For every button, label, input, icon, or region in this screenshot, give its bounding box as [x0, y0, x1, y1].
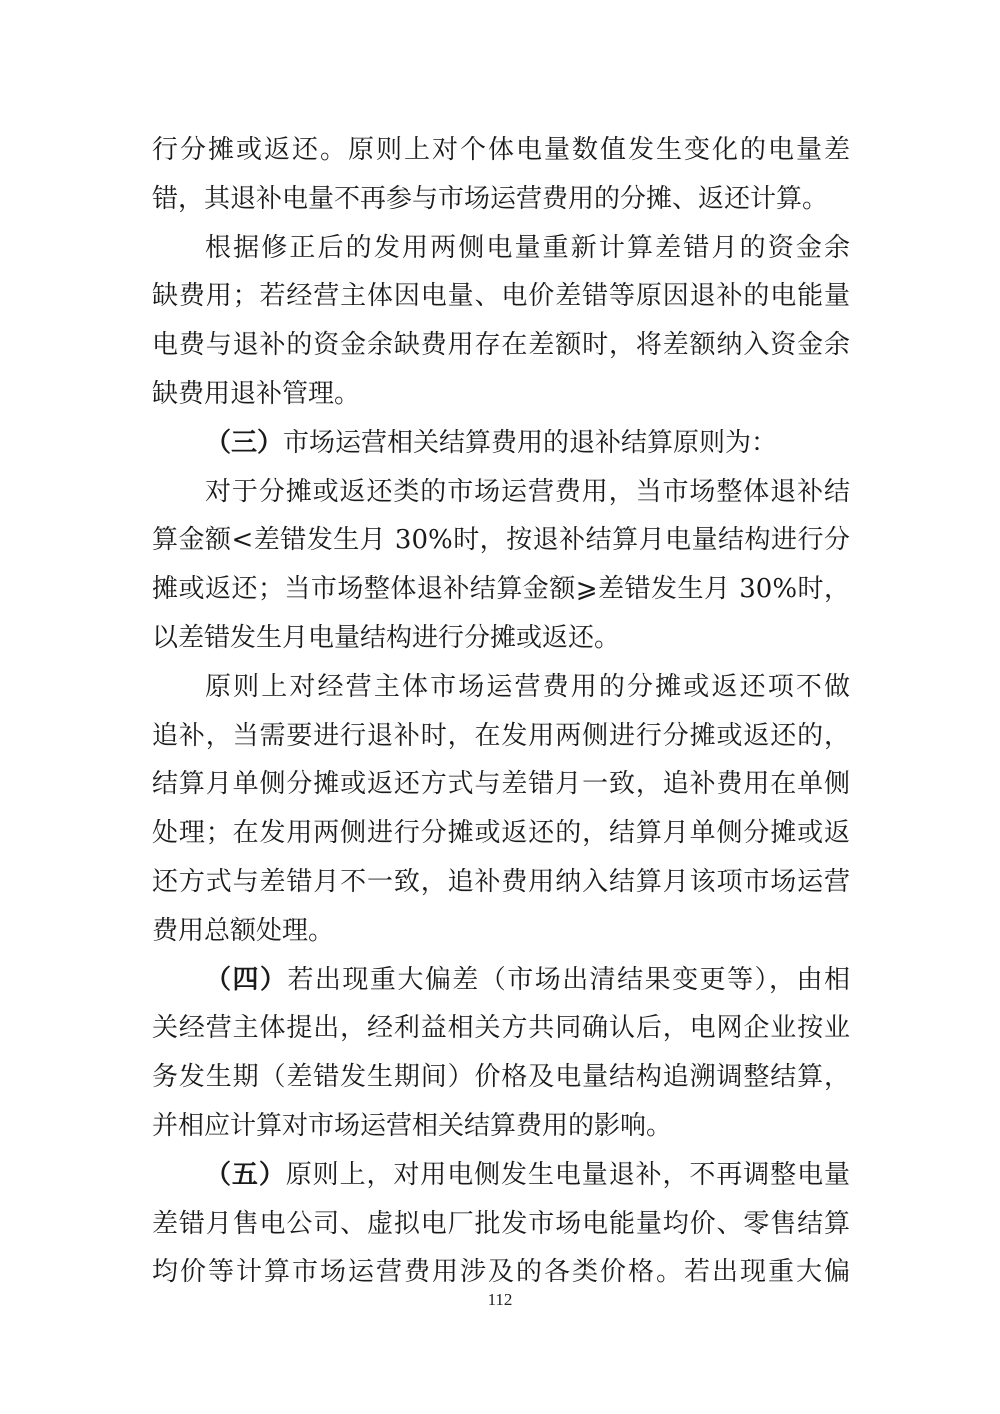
- section-label: （三）: [205, 427, 284, 458]
- text-line: [152, 858, 850, 907]
- section-paragraph: [152, 419, 850, 468]
- line-text: 结算月单侧分摊或返还方式与差错月一致，追补费用在单侧: [152, 769, 850, 800]
- line-text: 算金额<差错发生月 30%时，按退补结算月电量结构进行分: [152, 525, 850, 556]
- text-line: [152, 809, 850, 858]
- text-line: [152, 907, 850, 956]
- line-text: 错，其退补电量不再参与市场运营费用的分摊、返还计算。: [152, 183, 829, 214]
- text-line: [152, 1151, 850, 1200]
- line-text: 费用总额处理。: [152, 915, 335, 946]
- line-text: 关经营主体提出，经利益相关方共同确认后，电网企业按业: [152, 1013, 850, 1044]
- paragraph: [152, 126, 850, 224]
- line-text: 根据修正后的发用两侧电量重新计算差错月的资金余: [205, 232, 850, 263]
- section-label: （四）: [205, 964, 288, 995]
- section-paragraph: [152, 1151, 850, 1297]
- text-line: [152, 565, 850, 614]
- page-number: 112: [487, 1290, 513, 1309]
- text-line: [152, 468, 850, 517]
- text-line: [152, 419, 850, 468]
- paragraph: [152, 663, 850, 956]
- line-text: 追补，当需要进行退补时，在发用两侧进行分摊或返还的，: [152, 720, 850, 751]
- text-line: [152, 1004, 850, 1053]
- text-line: [152, 321, 850, 370]
- text-line: [152, 712, 850, 761]
- line-text: 摊或返还；当市场整体退补结算金额⩾差错发生月 30%时，: [152, 574, 850, 605]
- text-line: [152, 760, 850, 809]
- paragraph: [152, 224, 850, 419]
- line-text: 还方式与差错月不一致，追补费用纳入结算月该项市场运营: [152, 866, 850, 897]
- line-text: 务发生期（差错发生期间）价格及电量结构追溯调整结算，: [152, 1062, 850, 1093]
- document-body: [152, 126, 850, 1297]
- text-line: [152, 370, 850, 419]
- line-text: 均价等计算市场运营费用涉及的各类价格。若出现重大偏: [152, 1257, 850, 1288]
- text-line: [152, 272, 850, 321]
- line-text: 对于分摊或返还类的市场运营费用，当市场整体退补结: [205, 476, 850, 507]
- text-line: [152, 663, 850, 712]
- text-line: [152, 1200, 850, 1249]
- text-line: [152, 224, 850, 273]
- line-text: 原则上，对用电侧发生电量退补，不再调整电量: [285, 1159, 850, 1190]
- text-line: [152, 956, 850, 1005]
- text-line: [152, 516, 850, 565]
- line-text: 行分摊或返还。原则上对个体电量数值发生变化的电量差: [152, 135, 850, 165]
- line-text: 市场运营相关结算费用的退补结算原则为：: [283, 427, 778, 458]
- text-line: [152, 126, 850, 175]
- paragraph: [152, 468, 850, 663]
- line-text: 以差错发生月电量结构进行分摊或返还。: [152, 622, 621, 653]
- text-line: [152, 175, 850, 224]
- text-line: [152, 1102, 850, 1151]
- line-text: 原则上对经营主体市场运营费用的分摊或返还项不做: [205, 671, 850, 702]
- line-text: 若出现重大偏差（市场出清结果变更等），由相: [287, 964, 850, 995]
- line-text: 处理；在发用两侧进行分摊或返还的，结算月单侧分摊或返: [152, 818, 850, 849]
- line-text: 并相应计算对市场运营相关结算费用的影响。: [152, 1110, 673, 1141]
- text-line: [152, 614, 850, 663]
- section-label: （五）: [205, 1159, 286, 1190]
- text-line: [152, 1053, 850, 1102]
- line-text: 电费与退补的资金余缺费用存在差额时，将差额纳入资金余: [152, 330, 850, 361]
- section-paragraph: [152, 956, 850, 1151]
- line-text: 差错月售电公司、虚拟电厂批发市场电能量均价、零售结算: [152, 1208, 850, 1239]
- line-text: 缺费用；若经营主体因电量、电价差错等原因退补的电能量: [152, 281, 850, 312]
- line-text: 缺费用退补管理。: [152, 378, 361, 409]
